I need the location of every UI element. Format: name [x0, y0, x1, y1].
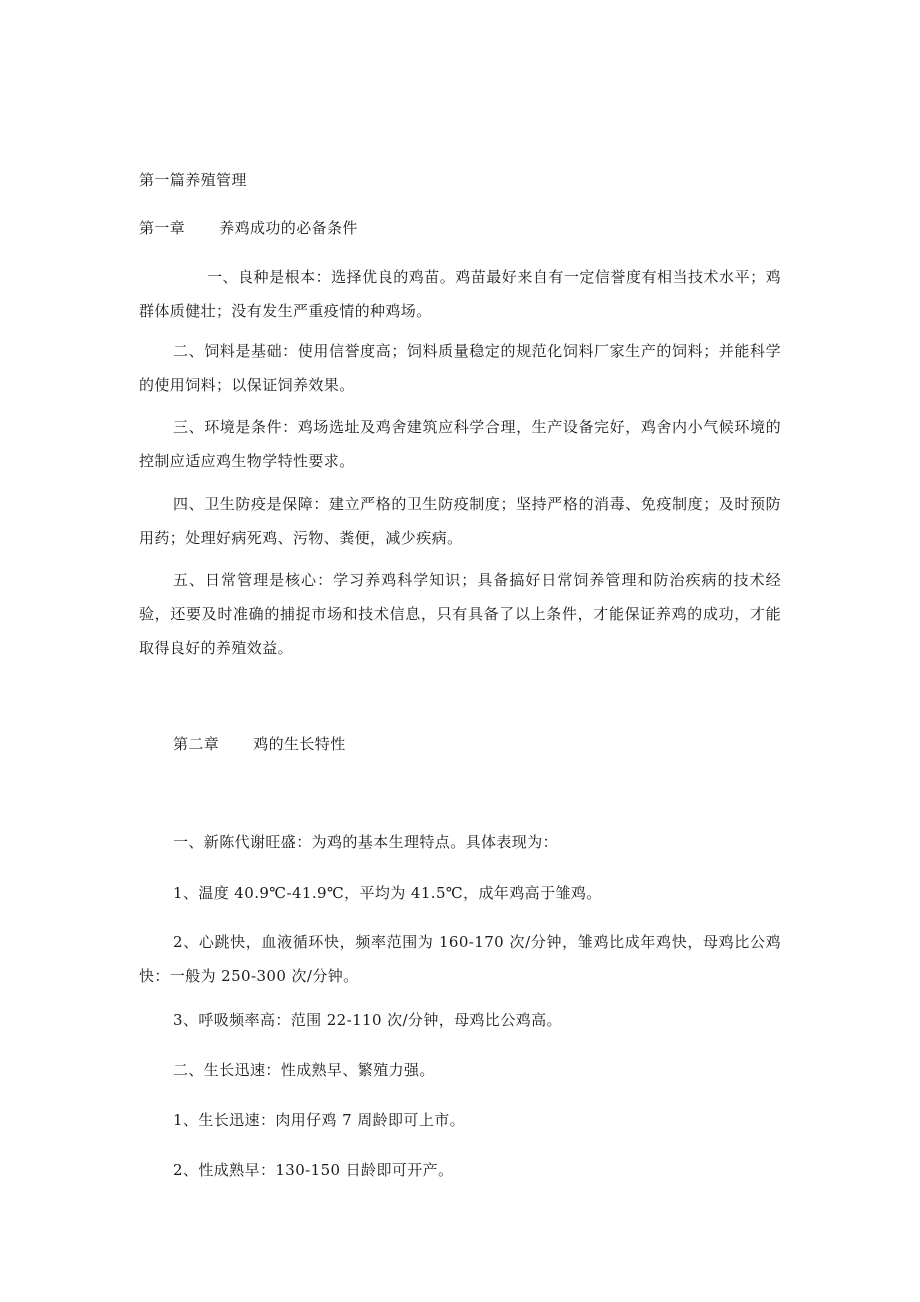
chapter-1-title: 养鸡成功的必备条件	[219, 219, 358, 237]
part-title: 第一篇养殖管理	[139, 171, 247, 189]
chapter-2-paragraph: 2、性成熟早：130-150 日龄即可开产。	[173, 1161, 454, 1179]
chapter-1-paragraph: 一、良种是根本：选择优良的鸡苗。鸡苗最好来自有一定信誉度有相当技术水平；鸡群体质健壮；没有发生严重疫情的种鸡场。	[139, 268, 781, 320]
chapter-1-paragraph: 二、饲料是基础：使用信誉度高；饲料质量稳定的规范化饲料厂家生产的饲料；并能科学的使用饲料；以保证饲养效果。	[139, 342, 781, 394]
chapter-2-paragraph: 1、温度 40.9℃-41.9℃，平均为 41.5℃，成年鸡高于雏鸡。	[173, 884, 602, 902]
chapter-1-paragraph: 三、环境是条件：鸡场选址及鸡舍建筑应科学合理，生产设备完好，鸡舍内小气候环境的控制应适应鸡生物学特性要求。	[139, 418, 781, 470]
chapter-2-paragraph: 3、呼吸频率高：范围 22-110 次/分钟，母鸡比公鸡高。	[173, 1011, 562, 1029]
chapter-1-heading	[139, 218, 358, 238]
chapter-1-label: 第一章	[139, 219, 186, 237]
chapter-1-paragraph: 五、日常管理是核心：学习养鸡科学知识；具备搞好日常饲养管理和防治疾病的技术经验，还要及时准确的捕捉市场和技术信息，只有具备了以上条件，才能保证养鸡的成功，才能取得良好的养殖效益。	[139, 571, 781, 657]
chapter-2-label: 第二章	[173, 735, 220, 753]
chapter-2-paragraph: 2、心跳快，血液循环快，频率范围为 160-170 次/分钟，雏鸡比成年鸡快，母鸡比公鸡快：一般为 250-300 次/分钟。	[139, 933, 781, 985]
chapter-2-paragraph: 一、新陈代谢旺盛：为鸡的基本生理特点。具体表现为：	[173, 833, 559, 851]
chapter-1-paragraph: 四、卫生防疫是保障：建立严格的卫生防疫制度；坚持严格的消毒、免疫制度；及时预防用药；处理好病死鸡、污物、粪便，减少疾病。	[139, 495, 781, 547]
chapter-2-heading	[173, 734, 346, 754]
chapter-2-title: 鸡的生长特性	[253, 735, 346, 753]
chapter-2-paragraph: 1、生长迅速：肉用仔鸡 7 周龄即可上市。	[173, 1111, 466, 1129]
chapter-2-paragraph: 二、生长迅速：性成熟早、繁殖力强。	[173, 1061, 435, 1079]
